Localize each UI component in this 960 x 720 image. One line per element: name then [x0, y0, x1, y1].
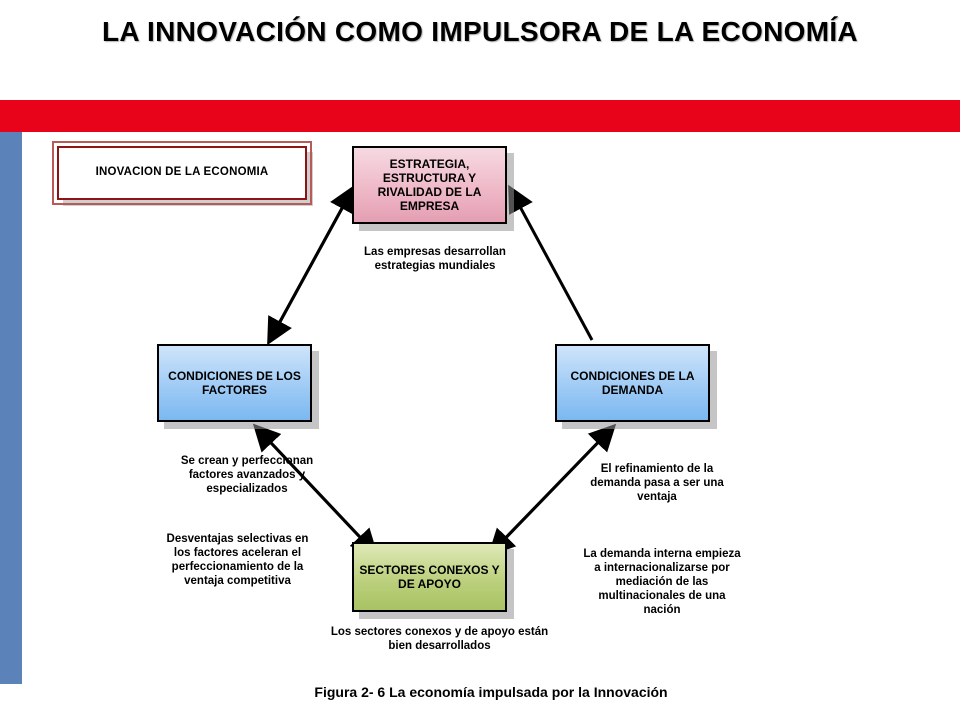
label-box-innovation: INOVACION DE LA ECONOMIA — [57, 146, 307, 200]
red-divider-band — [0, 100, 960, 132]
node-estrategia-estructura-rivalidad[interactable]: ESTRATEGIA, ESTRUCTURA Y RIVALIDAD DE LA EMPRESA — [352, 146, 507, 224]
note-refinamiento-demanda: El refinamiento de la demanda pasa a ser una ventaja — [590, 463, 724, 504]
note-estrategias-mundiales: Las empresas desarrollan estrategias mundiales — [364, 246, 506, 273]
left-accent-bar — [0, 132, 22, 684]
node-condiciones-demanda[interactable]: CONDICIONES DE LA DEMANDA — [555, 344, 710, 422]
node-sectores-conexos-apoyo[interactable]: SECTORES CONEXOS Y DE APOYO — [352, 542, 507, 612]
note-demanda-interna: La demanda interna empieza a internacionalizarse por mediación de las multinacionales de una nación — [583, 548, 741, 617]
node-condiciones-factores[interactable]: CONDICIONES DE LOS FACTORES — [157, 344, 312, 422]
page-title: LA INNOVACIÓN COMO IMPULSORA DE LA ECONOMÍA — [102, 16, 858, 47]
bottom-left-strip — [0, 684, 22, 720]
diagram-canvas — [22, 132, 960, 684]
note-desventajas-selectivas: Desventajas selectivas en los factores aceleran el perfeccionamiento de la ventaja competitiva — [166, 533, 309, 588]
note-sectores-conexos: Los sectores conexos y de apoyo están bien desarrollados — [330, 626, 549, 653]
note-factores-avanzados: Se crean y perfeccionan factores avanzados y especializados — [180, 455, 314, 496]
figure-caption: Figura 2- 6 La economía impulsada por la Innovación — [314, 684, 668, 700]
